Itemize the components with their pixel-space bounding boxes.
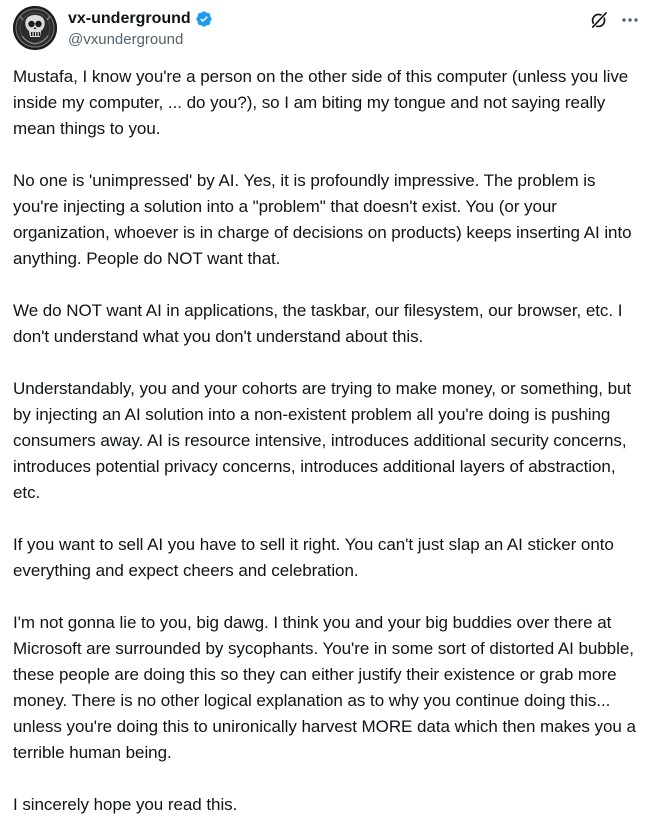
post-paragraph: I'm not gonna lie to you, big dawg. I think you and your big buddies over there at Microsoft are surrounded by sycophants. You're in some sort of distorted AI bubble, these people are doing this so they can either justify their existence or grab more money. There is no other logical explanation as to why you continue doing this... unless you're doing this to unironically harvest MORE data which then makes you a terrible human being. xyxy=(13,613,636,762)
post-actions xyxy=(589,10,639,30)
vx-underground-avatar-icon xyxy=(13,6,57,50)
avatar[interactable] xyxy=(13,6,57,50)
verified-badge-icon[interactable] xyxy=(195,10,213,28)
author-name-row xyxy=(68,9,213,29)
post-paragraph: If you want to sell AI you have to sell it right. You can't just slap an AI sticker onto everything and expect cheers and celebration. xyxy=(13,535,614,580)
post-paragraph: Mustafa, I know you're a person on the other side of this computer (unless you live inside my computer, ... do you?), so I am biting my tongue and not saying really mean things to you. xyxy=(13,67,629,138)
grok-icon[interactable] xyxy=(589,10,609,30)
post-paragraph: No one is 'unimpressed' by AI. Yes, it is profoundly impressive. The problem is you're injecting a solution into a "problem" that doesn't exist. You (or your organization, whoever is in charge of decisions on products) keeps inserting AI into anything. People do NOT want that. xyxy=(13,171,632,268)
more-options-icon[interactable] xyxy=(621,10,639,30)
post-paragraph: We do NOT want AI in applications, the taskbar, our filesystem, our browser, etc. I don't understand what you don't understand about this. xyxy=(13,301,623,346)
post-header xyxy=(13,6,641,52)
author-handle[interactable]: @vxunderground xyxy=(68,31,184,48)
post-paragraph: Understandably, you and your cohorts are trying to make money, or something, but by injecting an AI solution into a non-existent problem all you're doing is pushing consumers away. AI is resource intensive, introduces additional security concerns, introduces potential privacy concerns, introduces additional layers of abstraction, etc. xyxy=(13,379,632,502)
post-body xyxy=(13,64,645,818)
author-display-name[interactable]: vx-underground xyxy=(68,10,191,27)
author-info xyxy=(68,9,213,50)
post-paragraph: I sincerely hope you read this. xyxy=(13,795,238,814)
